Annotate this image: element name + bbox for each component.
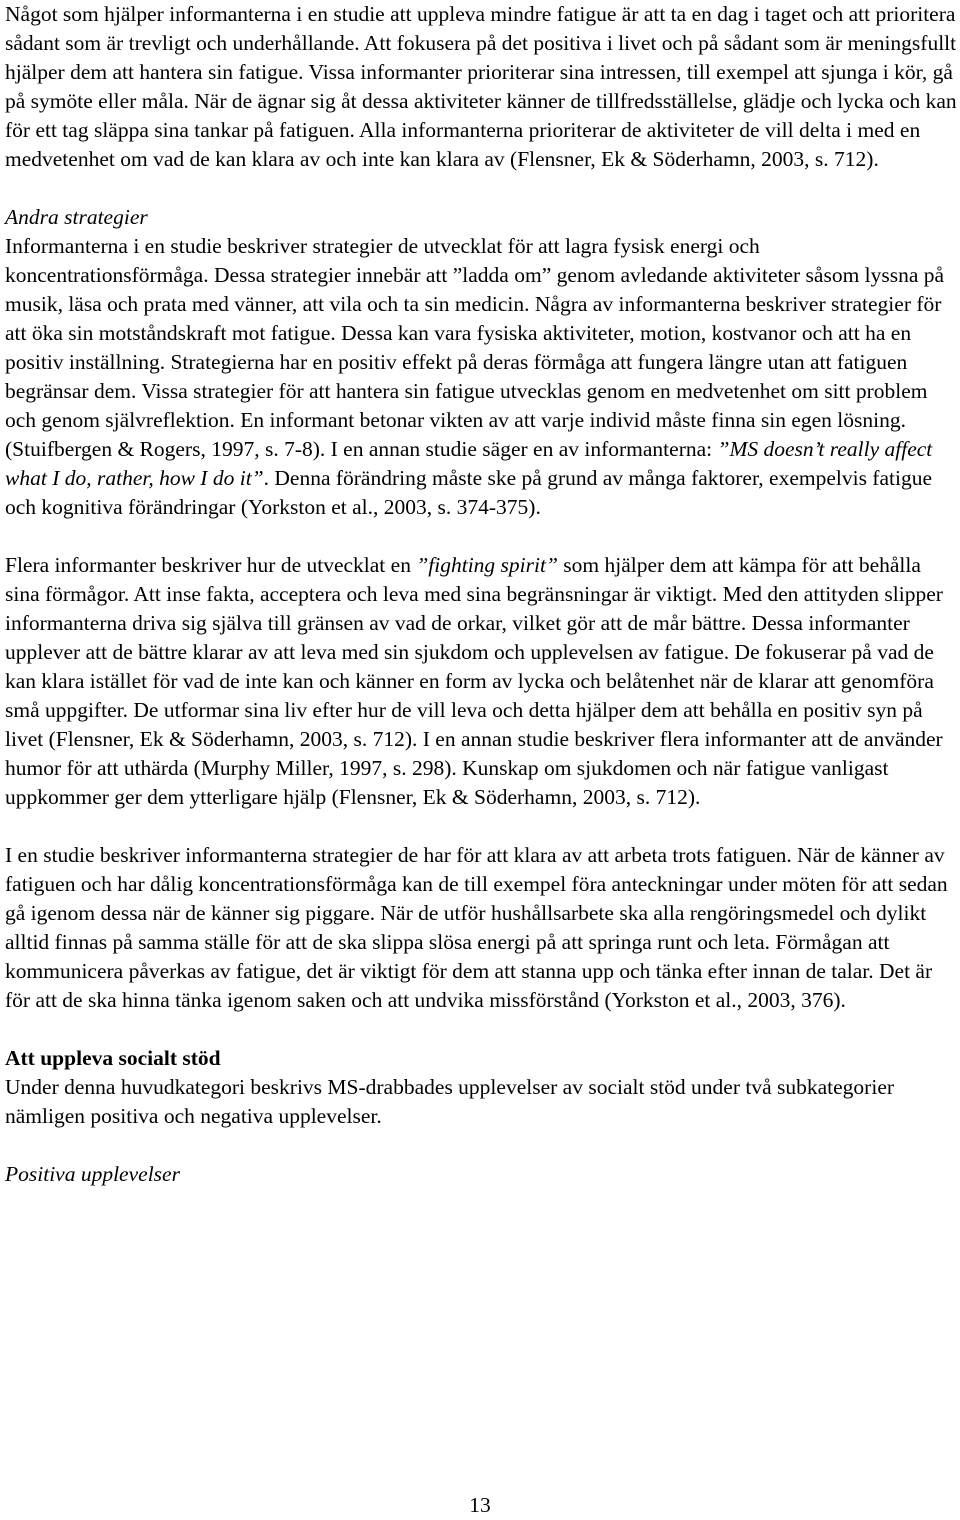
paragraph-strategies [5, 232, 957, 522]
subheading-positive-experiences: Positiva upplevelser [5, 1162, 180, 1186]
paragraph-social-support: Under denna huvudkategori beskrivs MS-drabbades upplevelser av socialt stöd under två subkategorier nämligen positiva och negativa upplevelser. [5, 1075, 895, 1128]
paragraph-strategies-quote: ”MS doesn’t really affect what I do, rather, how I do it” [5, 437, 933, 490]
paragraph-strategies-text-end: . Denna förändring måste ske på grund av många faktorer, exempelvis fatigue och kognitiva förändringar (Yorkston et al., 2003, s. 374-375). [5, 466, 933, 519]
paragraph-fighting-spirit-text-start: Flera informanter beskriver hur de utvecklat en [5, 553, 417, 577]
paragraph-one-day-at-a-time: Något som hjälper informanterna i en studie att uppleva mindre fatigue är att ta en dag i taget och att prioritera sådant som är trevligt och underhållande. Att fokusera på det positiva i livet och på sådant som är meningsfullt hjälper dem att hantera sin fatigue. Vissa informanter prioriterar sina intressen, till exempel att sjunga i kör, gå på symöte eller måla. När de ägnar sig åt dessa aktiviteter känner de tillfredsställelse, glädje och lycka och kan för ett tag släppa sina tankar på fatiguen. Alla informanterna prioriterar de aktiviteter de vill delta i med en medvetenhet om vad de kan klara av och inte kan klara av (Flensner, Ek & Söderhamn, 2003, s. 712). [5, 2, 957, 171]
paragraph-fighting-spirit-text-end: som hjälper dem att kämpa för att behålla sina förmågor. Att inse fakta, acceptera och leva med sina begränsningar är viktigt. Med den attityden slipper informanterna driva sig själva till gränsen av vad de orkar, vilket gör att de mår bättre. Dessa informanter upplever att de bättre klarar av att leva med sin sjukdom och upplevelsen av fatigue. De fokuserar på vad de kan klara istället för vad de inte kan och känner en form av lycka och belåtenhet när de klarar att genomföra små uppgifter. De utformar sina liv efter hur de vill leva och detta hjälper dem att behålla en positiv syn på livet (Flensner, Ek & Söderhamn, 2003, s. 712). I en annan studie beskriver flera informanter att de använder humor för att uthärda (Murphy Miller, 1997, s. 298). Kunskap om sjukdomen och när fatigue vanligast uppkommer ger dem ytterligare hjälp (Flensner, Ek & Söderhamn, 2003, s. 712). [5, 553, 943, 809]
heading-social-support: Att uppleva socialt stöd [5, 1046, 221, 1070]
paragraph-strategies-text-start: Informanterna i en studie beskriver strategier de utvecklat för att lagra fysisk energi och koncentrationsförmåga. Dessa strategier innebär att ”ladda om” genom avledande aktiviteter såsom lyssna på musik, läsa och prata med vänner, att vila och ta sin medicin. Några av informanterna beskriver strategier för att öka sin motståndskraft mot fatigue. Dessa kan vara fysiska aktiviteter, motion, kostvanor och att ha en positiv inställning. Strategierna har en positiv effekt på deras förmåga att fungera längre utan att fatiguen begränsar dem. Vissa strategier för att hantera sin fatigue utvecklas genom en medvetenhet om sitt problem och genom självreflektion. En informant betonar vikten av att varje individ måste finna sin egen lösning. (Stuifbergen & Rogers, 1997, s. 7-8). I en annan studie säger en av informanterna: [5, 234, 945, 461]
document-page [5, 0, 957, 1189]
paragraph-fighting-spirit [5, 551, 957, 812]
page-number: 13 [469, 1493, 491, 1517]
paragraph-work-strategies: I en studie beskriver informanterna strategier de har för att klara av att arbeta trots fatiguen. När de känner av fatiguen och har dålig koncentrationsförmåga kan de till exempel föra anteckningar under möten för att sedan gå igenom dessa när de känner sig piggare. När de utför hushållsarbete ska alla rengöringsmedel och dylikt alltid finnas på samma ställe för att de ska slippa slösa energi på att springa runt och leta. Förmågan att kommunicera påverkas av fatigue, det är viktigt för dem att stanna upp och tänka efter innan de talar. Det är för att de ska hinna tänka igenom saken och att undvika missförstånd (Yorkston et al., 2003, 376). [5, 843, 948, 1012]
subheading-other-strategies: Andra strategier [5, 205, 148, 229]
paragraph-fighting-spirit-quote: ”fighting spirit” [416, 553, 558, 577]
